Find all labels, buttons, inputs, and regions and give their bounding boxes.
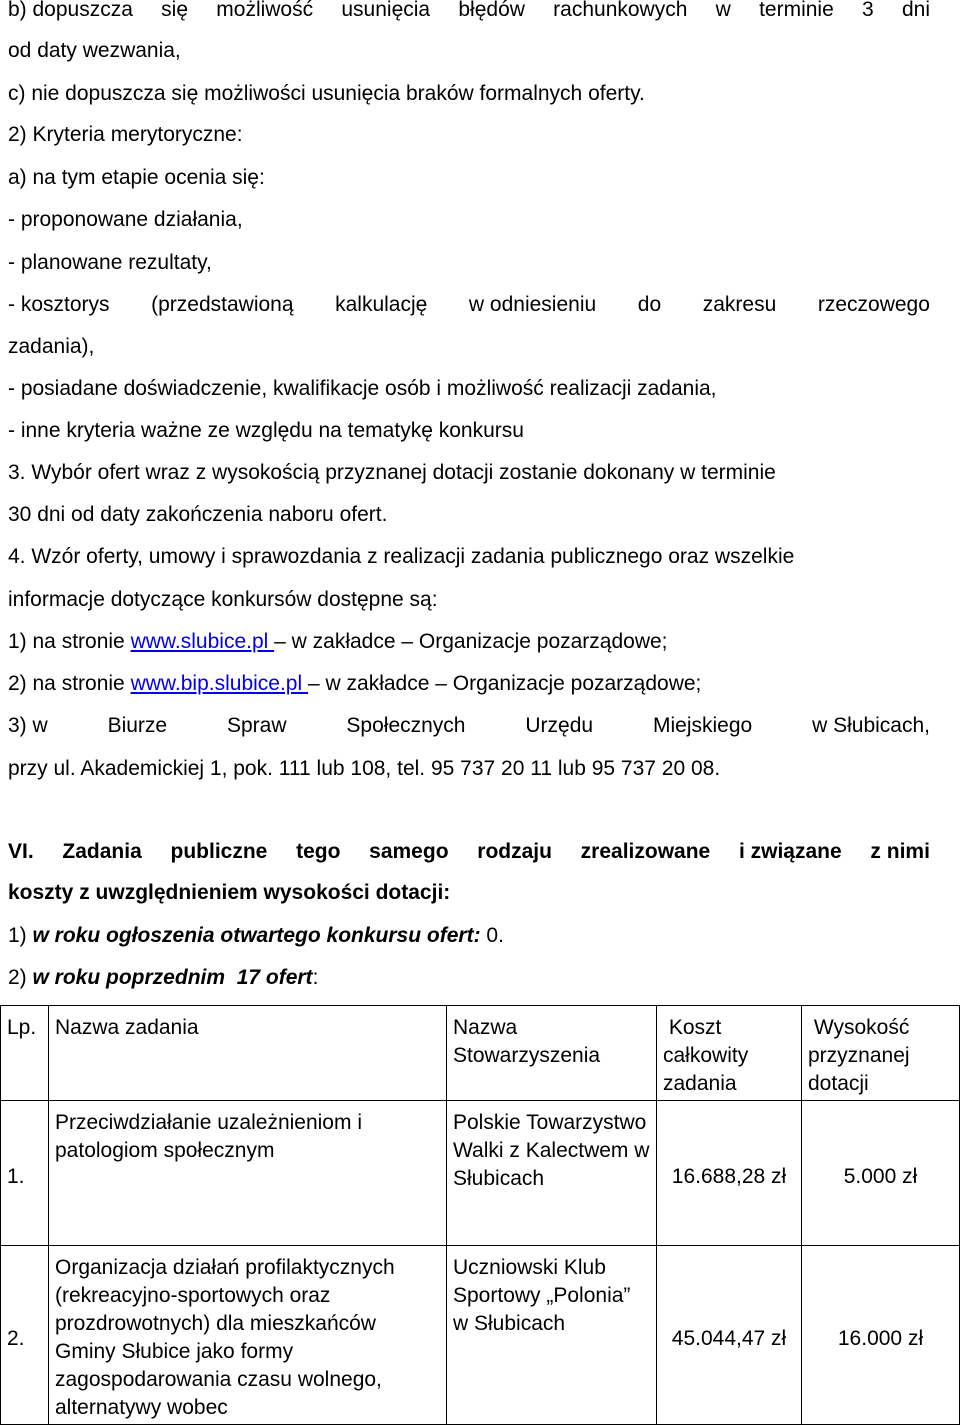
text-line-2: od daty wezwania, (8, 39, 181, 62)
text-line-13: 30 dni od daty zakończenia naboru ofert. (8, 503, 388, 526)
word: terminie (759, 0, 834, 21)
word: - kosztorys (8, 293, 110, 316)
cell-grant: 5.000 zł (802, 1101, 960, 1246)
text-line-6: - proponowane działania, (8, 208, 243, 231)
word: zrealizowane (580, 840, 711, 863)
word: dni (901, 0, 930, 21)
word: w (715, 0, 731, 21)
text-line-7: - planowane rezultaty, (8, 251, 212, 274)
text-line-12: 3. Wybór ofert wraz z wysokością przyznanej dotacji zostanie dokonany w terminie (8, 461, 776, 484)
text-line-14: 4. Wzór oferty, umowy i sprawozdania z realizacji zadania publicznego oraz wszelkie (8, 545, 795, 568)
text-fragment: 1) (8, 924, 33, 947)
text-line-1 (8, 0, 930, 23)
text-line-4: 2) Kryteria merytoryczne: (8, 123, 243, 146)
header-task-name: Nazwa zadania (49, 1006, 447, 1101)
header-organization: Nazwa Stowarzyszenia (447, 1006, 657, 1101)
section-6-item-2 (8, 965, 318, 991)
word: b) dopuszcza (8, 0, 133, 21)
text-line-9: zadania), (8, 335, 95, 358)
text-line-19: przy ul. Akademickiej 1, pok. 111 lub 108, tel. 95 737 20 11 lub 95 737 20 08. (8, 757, 721, 780)
word: się (161, 0, 189, 21)
text-line-17 (8, 671, 701, 697)
text-line-5: a) na tym etapie ocenia się: (8, 166, 265, 189)
bip-slubice-link[interactable]: www.bip.slubice.pl (130, 672, 308, 695)
section-6-heading-line-1 (8, 839, 930, 865)
text-line-3: c) nie dopuszcza się możliwości usunięcia braków formalnych oferty. (8, 82, 645, 105)
cell-lp: 1. (1, 1101, 49, 1246)
table-header-row (1, 1006, 960, 1101)
word: zakresu (702, 293, 777, 316)
word: w odniesieniu (468, 293, 597, 316)
word: 3 (862, 0, 874, 21)
text-line-8 (8, 292, 930, 318)
table-row (1, 1101, 960, 1246)
cell-total-cost: 45.044,47 zł (657, 1246, 802, 1425)
cell-task-name: Organizacja działań profilaktycznych (rekreacyjno-sportowych oraz prozdrowotnych) dla mieszkańców Gminy Słubice jako formy zagospodarowania czasu wolnego, alternatywy wobec (49, 1246, 447, 1425)
cell-organization: Polskie Towarzystwo Walki z Kalectwem w Słubicach (447, 1101, 657, 1246)
word: Miejskiego (652, 714, 753, 737)
word: Urzędu (525, 714, 594, 737)
text-fragment: 2) na stronie (8, 672, 131, 695)
text-line-18 (8, 713, 930, 739)
text-fragment: : (312, 966, 319, 989)
slubice-link[interactable]: www.slubice.pl (130, 630, 275, 653)
cell-lp: 2. (1, 1246, 49, 1425)
word: Spraw (227, 714, 287, 737)
word: samego (369, 840, 449, 863)
word: VI. (8, 840, 34, 863)
word: rzeczowego (817, 293, 930, 316)
header-lp: Lp. (1, 1006, 49, 1101)
cell-organization: Uczniowski Klub Sportowy „Polonia” w Słubicach (447, 1246, 657, 1425)
word: Biurze (107, 714, 168, 737)
word: rachunkowych (553, 0, 688, 21)
word: (przedstawioną (151, 293, 294, 316)
text-fragment: w roku poprzednim 17 ofert (32, 966, 313, 989)
word: Zadania (62, 840, 142, 863)
text-fragment: – w zakładce – Organizacje pozarządowe; (308, 672, 702, 695)
header-total-cost: Koszt całkowity zadania (657, 1006, 802, 1101)
table-row (1, 1246, 960, 1425)
cell-task-name: Przeciwdziałanie uzależnieniom i patologiom społecznym (49, 1101, 447, 1246)
section-6-heading-line-2: koszty z uwzględnieniem wysokości dotacji: (8, 881, 451, 904)
text-line-11: - inne kryteria ważne ze względu na tematykę konkursu (8, 419, 524, 442)
grants-table (0, 1005, 960, 1425)
word: usunięcia (341, 0, 431, 21)
word: i związane (738, 840, 842, 863)
header-grant: Wysokość przyznanej dotacji (802, 1006, 960, 1101)
cell-grant: 16.000 zł (802, 1246, 960, 1425)
cell-total-cost: 16.688,28 zł (657, 1101, 802, 1246)
word: publiczne (170, 840, 268, 863)
text-fragment: 0. (480, 924, 504, 947)
text-line-16 (8, 629, 668, 655)
word: możliwość (216, 0, 314, 21)
word: rodzaju (477, 840, 552, 863)
text-fragment: 2) (8, 966, 33, 989)
word: 3) w (8, 714, 48, 737)
word: błędów (458, 0, 525, 21)
text-fragment: 1) na stronie (8, 630, 131, 653)
text-line-15: informacje dotyczące konkursów dostępne są: (8, 588, 438, 611)
word: tego (296, 840, 341, 863)
word: w Słubicach, (812, 714, 930, 737)
text-line-10: - posiadane doświadczenie, kwalifikacje osób i możliwość realizacji zadania, (8, 377, 717, 400)
word: z nimi (870, 840, 930, 863)
section-6-item-1 (8, 923, 504, 949)
text-fragment: – w zakładce – Organizacje pozarządowe; (274, 630, 668, 653)
word: do (637, 293, 662, 316)
word: kalkulację (335, 293, 428, 316)
word: Społecznych (346, 714, 466, 737)
text-fragment: w roku ogłoszenia otwartego konkursu ofert: (32, 924, 481, 947)
